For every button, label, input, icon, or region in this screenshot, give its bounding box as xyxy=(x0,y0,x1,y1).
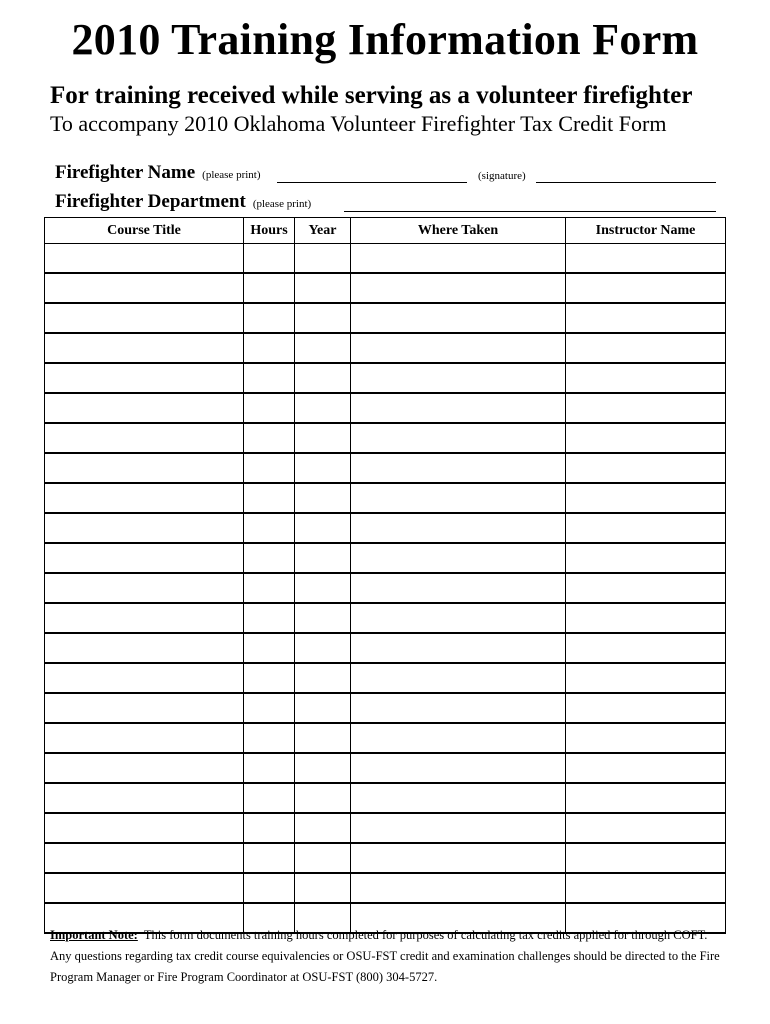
cell-hours[interactable] xyxy=(244,843,295,873)
cell-course-title[interactable] xyxy=(45,273,244,303)
cell-year[interactable] xyxy=(295,273,351,303)
cell-course-title[interactable] xyxy=(45,663,244,693)
cell-hours[interactable] xyxy=(244,723,295,753)
cell-hours[interactable] xyxy=(244,393,295,423)
cell-course-title[interactable] xyxy=(45,303,244,333)
table-row xyxy=(45,393,726,423)
cell-hours[interactable] xyxy=(244,363,295,393)
cell-hours[interactable] xyxy=(244,783,295,813)
cell-year[interactable] xyxy=(295,483,351,513)
cell-instructor-name[interactable] xyxy=(566,244,726,274)
firefighter-department-label-row xyxy=(55,191,311,213)
cell-hours[interactable] xyxy=(244,693,295,723)
important-note-text: This form documents training hours completed for purposes of calculating tax credits applied for through COFT. Any questions regarding tax credit course equivalencies or OSU-FST credit and examination challenges should be directed to the Fire Program Manager or Fire Program Coordinator at OSU-FST (800) 304-5727. xyxy=(50,928,720,984)
cell-course-title[interactable] xyxy=(45,843,244,873)
cell-year[interactable] xyxy=(295,783,351,813)
cell-instructor-name[interactable] xyxy=(566,543,726,573)
cell-course-title[interactable] xyxy=(45,873,244,903)
signature-label: (signature) xyxy=(478,170,526,182)
cell-year[interactable] xyxy=(295,363,351,393)
table-row xyxy=(45,693,726,723)
table-row xyxy=(45,423,726,453)
cell-hours[interactable] xyxy=(244,813,295,843)
table-row xyxy=(45,303,726,333)
cell-course-title[interactable] xyxy=(45,753,244,783)
cell-course-title[interactable] xyxy=(45,423,244,453)
firefighter-department-field[interactable] xyxy=(344,211,716,212)
cell-instructor-name[interactable] xyxy=(566,483,726,513)
cell-hours[interactable] xyxy=(244,753,295,783)
table-row xyxy=(45,453,726,483)
cell-instructor-name[interactable] xyxy=(566,453,726,483)
cell-year[interactable] xyxy=(295,843,351,873)
cell-hours[interactable] xyxy=(244,543,295,573)
cell-instructor-name[interactable] xyxy=(566,723,726,753)
cell-where-taken[interactable] xyxy=(351,843,566,873)
cell-where-taken[interactable] xyxy=(351,363,566,393)
form-subtitle: For training received while serving as a volunteer firefighter xyxy=(50,82,693,109)
cell-where-taken[interactable] xyxy=(351,603,566,633)
cell-course-title[interactable] xyxy=(45,393,244,423)
table-row xyxy=(45,813,726,843)
cell-instructor-name[interactable] xyxy=(566,663,726,693)
cell-hours[interactable] xyxy=(244,873,295,903)
cell-where-taken[interactable] xyxy=(351,453,566,483)
column-header-year: Year xyxy=(295,218,351,244)
cell-instructor-name[interactable] xyxy=(566,363,726,393)
table-row xyxy=(45,543,726,573)
cell-hours[interactable] xyxy=(244,513,295,543)
cell-hours[interactable] xyxy=(244,663,295,693)
firefighter-name-hint: (please print) xyxy=(202,169,261,181)
cell-instructor-name[interactable] xyxy=(566,783,726,813)
cell-hours[interactable] xyxy=(244,273,295,303)
cell-where-taken[interactable] xyxy=(351,783,566,813)
cell-course-title[interactable] xyxy=(45,543,244,573)
cell-where-taken[interactable] xyxy=(351,303,566,333)
cell-year[interactable] xyxy=(295,513,351,543)
cell-instructor-name[interactable] xyxy=(566,513,726,543)
cell-course-title[interactable] xyxy=(45,333,244,363)
cell-instructor-name[interactable] xyxy=(566,423,726,453)
table-row xyxy=(45,603,726,633)
firefighter-name-label: Firefighter Name xyxy=(55,162,196,183)
cell-hours[interactable] xyxy=(244,303,295,333)
cell-instructor-name[interactable] xyxy=(566,843,726,873)
firefighter-department-label: Firefighter Department xyxy=(55,191,246,212)
cell-course-title[interactable] xyxy=(45,783,244,813)
cell-hours[interactable] xyxy=(244,333,295,363)
cell-year[interactable] xyxy=(295,603,351,633)
cell-where-taken[interactable] xyxy=(351,573,566,603)
cell-year[interactable] xyxy=(295,873,351,903)
cell-where-taken[interactable] xyxy=(351,244,566,274)
cell-year[interactable] xyxy=(295,393,351,423)
cell-hours[interactable] xyxy=(244,453,295,483)
table-row xyxy=(45,723,726,753)
table-row xyxy=(45,483,726,513)
table-row xyxy=(45,843,726,873)
cell-instructor-name[interactable] xyxy=(566,303,726,333)
cell-year[interactable] xyxy=(295,303,351,333)
form-subtitle-secondary: To accompany 2010 Oklahoma Volunteer Firefighter Tax Credit Form xyxy=(50,111,667,136)
cell-year[interactable] xyxy=(295,633,351,663)
cell-where-taken[interactable] xyxy=(351,753,566,783)
cell-course-title[interactable] xyxy=(45,573,244,603)
table-body xyxy=(45,244,726,934)
table-row xyxy=(45,783,726,813)
cell-year[interactable] xyxy=(295,693,351,723)
training-table xyxy=(44,217,726,934)
cell-instructor-name[interactable] xyxy=(566,693,726,723)
table-row xyxy=(45,633,726,663)
column-header-where-taken: Where Taken xyxy=(351,218,566,244)
cell-instructor-name[interactable] xyxy=(566,813,726,843)
table-row xyxy=(45,663,726,693)
cell-where-taken[interactable] xyxy=(351,693,566,723)
cell-instructor-name[interactable] xyxy=(566,633,726,663)
table-header-row xyxy=(45,218,726,244)
cell-course-title[interactable] xyxy=(45,633,244,663)
cell-where-taken[interactable] xyxy=(351,723,566,753)
cell-course-title[interactable] xyxy=(45,813,244,843)
cell-where-taken[interactable] xyxy=(351,393,566,423)
table-row xyxy=(45,273,726,303)
firefighter-name-label-row xyxy=(55,162,261,184)
cell-year[interactable] xyxy=(295,244,351,274)
cell-course-title[interactable] xyxy=(45,244,244,274)
cell-year[interactable] xyxy=(295,573,351,603)
form-title: 2010 Training Information Form xyxy=(71,15,699,64)
cell-year[interactable] xyxy=(295,423,351,453)
table-row xyxy=(45,363,726,393)
table-row xyxy=(45,873,726,903)
column-header-instructor-name: Instructor Name xyxy=(566,218,726,244)
cell-course-title[interactable] xyxy=(45,693,244,723)
cell-year[interactable] xyxy=(295,723,351,753)
column-header-course-title: Course Title xyxy=(45,218,244,244)
cell-where-taken[interactable] xyxy=(351,633,566,663)
important-note xyxy=(50,925,730,988)
cell-instructor-name[interactable] xyxy=(566,753,726,783)
cell-year[interactable] xyxy=(295,453,351,483)
cell-course-title[interactable] xyxy=(45,483,244,513)
cell-instructor-name[interactable] xyxy=(566,573,726,603)
firefighter-name-field[interactable] xyxy=(277,182,467,183)
cell-instructor-name[interactable] xyxy=(566,393,726,423)
table-row xyxy=(45,753,726,783)
column-header-hours: Hours xyxy=(244,218,295,244)
cell-year[interactable] xyxy=(295,753,351,783)
cell-instructor-name[interactable] xyxy=(566,603,726,633)
cell-hours[interactable] xyxy=(244,423,295,453)
cell-year[interactable] xyxy=(295,543,351,573)
cell-year[interactable] xyxy=(295,663,351,693)
cell-hours[interactable] xyxy=(244,483,295,513)
cell-where-taken[interactable] xyxy=(351,513,566,543)
cell-where-taken[interactable] xyxy=(351,423,566,453)
cell-where-taken[interactable] xyxy=(351,663,566,693)
cell-year[interactable] xyxy=(295,813,351,843)
cell-where-taken[interactable] xyxy=(351,483,566,513)
cell-course-title[interactable] xyxy=(45,513,244,543)
cell-where-taken[interactable] xyxy=(351,813,566,843)
cell-year[interactable] xyxy=(295,333,351,363)
table-row xyxy=(45,333,726,363)
cell-where-taken[interactable] xyxy=(351,273,566,303)
cell-course-title[interactable] xyxy=(45,723,244,753)
cell-hours[interactable] xyxy=(244,244,295,274)
important-note-label: Important Note: xyxy=(50,928,138,942)
cell-hours[interactable] xyxy=(244,573,295,603)
cell-instructor-name[interactable] xyxy=(566,873,726,903)
cell-where-taken[interactable] xyxy=(351,873,566,903)
cell-where-taken[interactable] xyxy=(351,333,566,363)
cell-course-title[interactable] xyxy=(45,603,244,633)
cell-hours[interactable] xyxy=(244,633,295,663)
cell-course-title[interactable] xyxy=(45,363,244,393)
cell-instructor-name[interactable] xyxy=(566,333,726,363)
table-row xyxy=(45,573,726,603)
cell-where-taken[interactable] xyxy=(351,543,566,573)
table-row xyxy=(45,244,726,274)
cell-hours[interactable] xyxy=(244,603,295,633)
firefighter-department-hint: (please print) xyxy=(252,198,312,210)
signature-field[interactable] xyxy=(536,182,716,183)
cell-instructor-name[interactable] xyxy=(566,273,726,303)
table-row xyxy=(45,513,726,543)
cell-course-title[interactable] xyxy=(45,453,244,483)
